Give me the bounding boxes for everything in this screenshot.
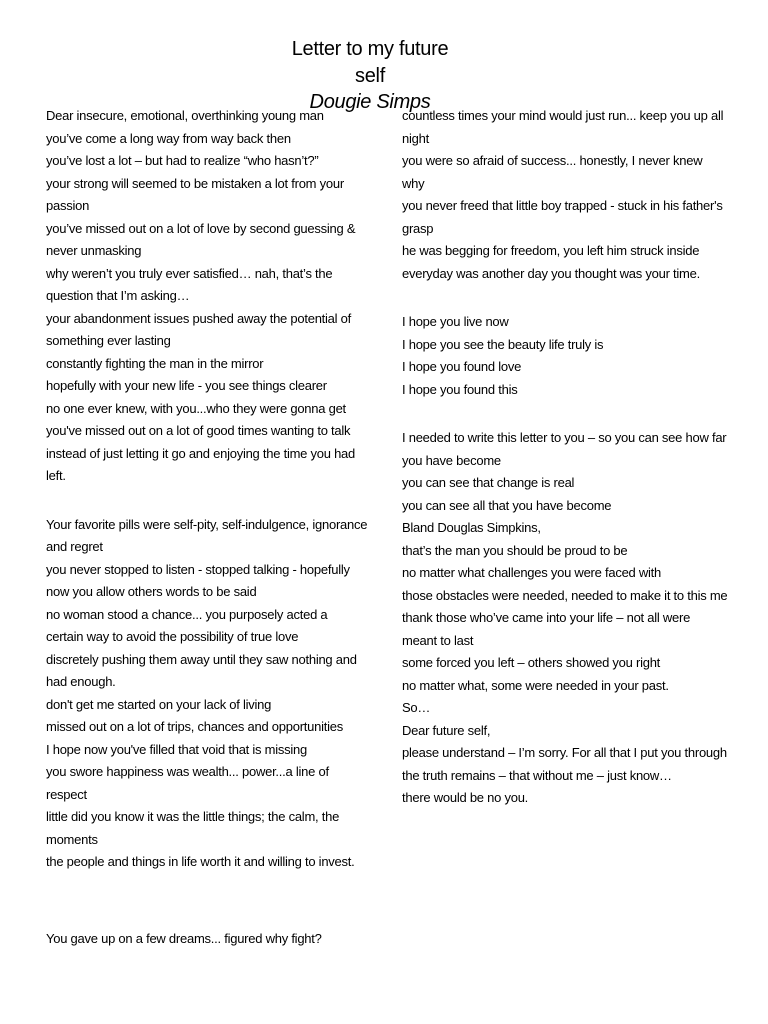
poem-line: discretely pushing them away until they saw nothing and had enough. [46, 651, 357, 689]
stanza-break [46, 874, 368, 928]
poem-line: you can see that change is real [402, 475, 575, 490]
poem-line: why weren’t you truly ever satisfied… nah, that’s the question that I’m asking… [46, 265, 333, 303]
poem-line: You gave up on a few dreams... figured why fight? [46, 930, 322, 946]
poem-line: no woman stood a chance... you purposely acted a certain way to avoid the possibility of true love [46, 606, 328, 644]
poem-line: I hope now you've filled that void that is missing [46, 741, 307, 757]
poem-line: countless times your mind would just run... keep you up all night [402, 108, 724, 146]
poem-line: Your favorite pills were self-pity, self-indulgence, ignorance and regret [46, 516, 368, 554]
poem-line: don't get me started on your lack of living [46, 696, 272, 712]
right-stanza-1 [402, 105, 728, 285]
left-stanza-3 [46, 928, 368, 951]
poem-line: no matter what, some were needed in your past. [402, 677, 669, 693]
right-stanza-2 [402, 311, 728, 401]
poem-line: thank those who’ve came into your life – not all were meant to last [402, 610, 691, 648]
poem-line: I hope you see the beauty life truly is [402, 336, 604, 352]
right-column [402, 105, 728, 810]
poem-line: you never stopped to listen - stopped talking - hopefully now you allow others words to be said [46, 561, 350, 599]
poem-line: So… [402, 700, 431, 715]
title-line-2: self [355, 65, 385, 87]
poem-line: no one ever knew, with you...who they were gonna get [46, 400, 346, 416]
poem-line: I needed to write this letter to you – so you can see how far you have become [402, 430, 727, 468]
poem-line: your strong will seemed to be mistaken a lot from your passion [46, 175, 344, 213]
poem-line: please understand – I’m sorry. For all that I put you through [402, 745, 727, 760]
poem-line: Dear insecure, emotional, overthinking young man [46, 108, 324, 123]
poem-line: I hope you found this [402, 381, 518, 397]
stanza-break [46, 488, 368, 514]
left-stanza-1 [46, 105, 368, 488]
stanza-break [402, 285, 728, 311]
title-block [260, 36, 480, 90]
poem-line: you can see all that you have become [402, 497, 612, 513]
poem-line: Bland Douglas Simpkins, [402, 520, 541, 535]
poem-line: you were so afraid of success... honestly, I never knew why [402, 153, 703, 191]
poem-line: you swore happiness was wealth... power...a line of respect [46, 764, 329, 802]
poem-line: everyday was another day you thought was your time. [402, 265, 700, 281]
poem-line: missed out on a lot of trips, chances and opportunities [46, 719, 343, 734]
poem-line: you’ve lost a lot – but had to realize “who hasn’t?” [46, 153, 319, 168]
left-column [46, 105, 368, 950]
poem-line: the people and things in life worth it and willing to invest. [46, 854, 355, 869]
right-stanza-3 [402, 427, 728, 810]
poem-line: hopefully with your new life - you see things clearer [46, 378, 327, 393]
title-line-1: Letter to my future [291, 38, 449, 60]
poem-line: you’ve missed out on a lot of love by second guessing & never unmasking [46, 220, 356, 258]
poem-line: that’s the man you should be proud to be [402, 542, 628, 558]
poem-line: I hope you found love [402, 359, 522, 374]
poem-line: those obstacles were needed, needed to make it to this me [402, 587, 728, 603]
poem-line: you never freed that little boy trapped - stuck in his father's grasp [402, 198, 723, 236]
poem-line: your abandonment issues pushed away the potential of something ever lasting [46, 310, 351, 348]
poem-line: some forced you left – others showed you right [402, 655, 661, 670]
poem-line: he was begging for freedom, you left him struck inside [402, 243, 700, 258]
poem-line: I hope you live now [402, 314, 509, 329]
poem-line: the truth remains – that without me – just know… [402, 767, 672, 783]
poem-line: there would be no you. [402, 790, 529, 805]
poem-line: constantly fighting the man in the mirror [46, 355, 264, 371]
poem-line: Dear future self, [402, 722, 491, 738]
poem-line: little did you know it was the little things; the calm, the moments [46, 809, 340, 847]
left-stanza-2 [46, 514, 368, 874]
poem-line: you've missed out on a lot of good times wanting to talk instead of just letting it go and enjoying the time you had left. [46, 423, 356, 483]
author-name: Dougie Simps [309, 91, 431, 113]
stanza-break [402, 401, 728, 427]
poem-line: you’ve come a long way from way back then [46, 130, 291, 146]
poem-line: no matter what challenges you were faced with [402, 565, 662, 580]
